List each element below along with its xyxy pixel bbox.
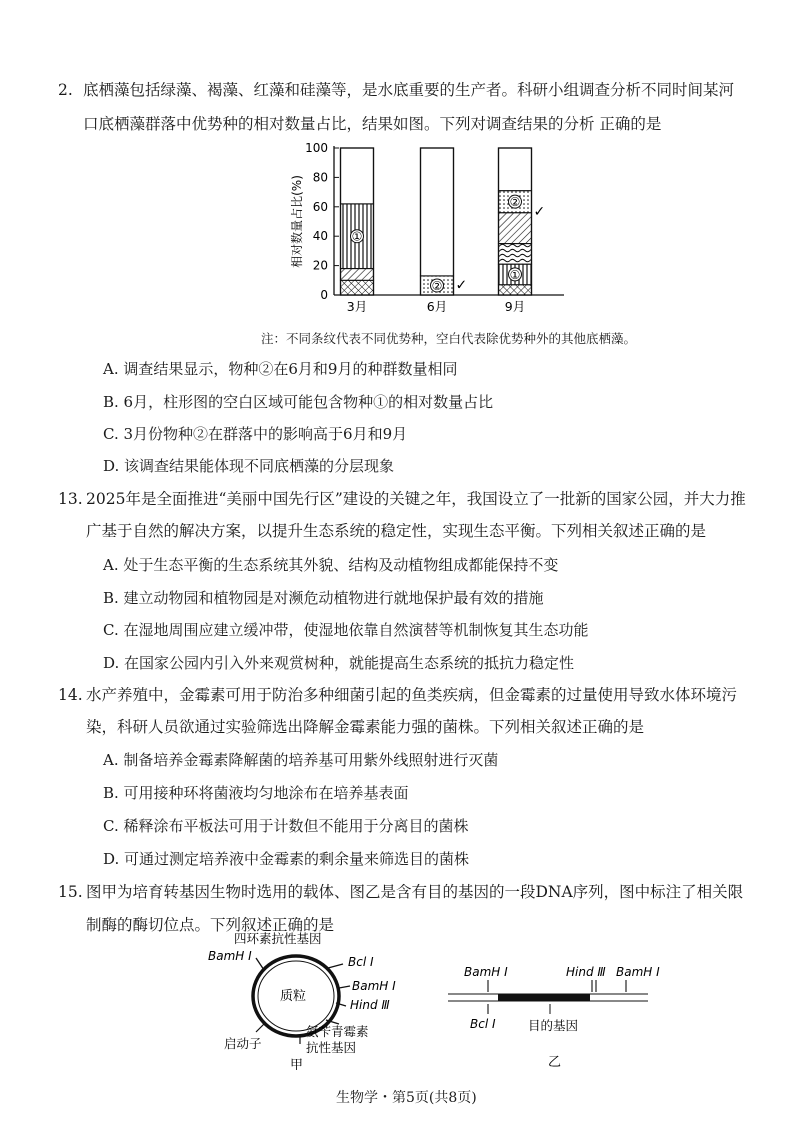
q13-number: 13.: [58, 490, 83, 508]
page-footer: 生物学・第5页(共8页): [336, 1090, 477, 1106]
q12-option-a: A. 调查结果显示，物种②在6月和9月的种群数量相同: [103, 360, 458, 378]
y-tick-label: 60: [312, 199, 328, 214]
bamh1-left-pointer: [256, 958, 264, 970]
dna-bamh1-left-label: BamH Ⅰ: [464, 965, 508, 979]
bar-segment: [421, 148, 454, 276]
bar-segment: [341, 269, 374, 281]
fig-yi-caption: 乙: [548, 1055, 562, 1070]
q14-stem-line2: 染，科研人员欲通过实验筛选出降解金霉素能力强的菌株。下列相关叙述正确的是: [86, 718, 645, 736]
bar-segment: [499, 213, 532, 244]
q12-option-d: D. 该调查结果能体现不同底栖藻的分层现象: [103, 457, 395, 475]
y-tick-label: 40: [312, 229, 328, 244]
q12-number: 2.: [58, 81, 73, 99]
y-tick-label: 20: [312, 258, 328, 273]
fig-jia-caption: 甲: [290, 1058, 304, 1070]
plasmid-diagram: [200, 930, 420, 1070]
q14-option-a: A. 制备培养金霉素降解菌的培养基可用紫外线照射进行灭菌: [103, 751, 499, 769]
y-tick-label: 100: [305, 141, 328, 155]
y-tick-label: 0: [320, 288, 328, 302]
segment-label: ①: [351, 229, 363, 244]
amp-gene-label-1: 氨苄青霉素: [306, 1024, 369, 1039]
dna-bamh1-right-label: BamH Ⅰ: [616, 965, 660, 979]
q12-option-c: C. 3月份物种②在群落中的影响高于6月和9月: [103, 425, 408, 443]
dna-segment-diagram: [440, 962, 660, 1074]
q12-chart-note: 注：不同条纹代表不同优势种，空白代表除优势种外的其他底栖藻。: [261, 331, 637, 346]
q13-stem-line1: 2025年是全面推进“美丽中国先行区”建设的关键之年，我国设立了一批新的国家公园，并大力推: [86, 490, 746, 508]
target-gene-label: 目的基因: [528, 1018, 579, 1033]
bar-segment: [499, 148, 532, 191]
y-axis-label: 相对数量占比(%): [290, 175, 304, 268]
bar-segment: [341, 148, 374, 204]
q15-stem-line1: 图甲为培育转基因生物时选用的载体、图乙是含有目的基因的一段DNA序列，图中标注了相关限: [86, 883, 744, 901]
bar-segment: [499, 244, 532, 265]
q13-option-d: D. 在国家公园内引入外来观赏树种，就能提高生态系统的抵抗力稳定性: [103, 654, 575, 672]
q12-stem-line1: 底栖藻包括绿藻、褐藻、红藻和硅藻等，是水底重要的生产者。科研小组调查分析不同时间某河: [83, 81, 735, 99]
q13-option-a: A. 处于生态平衡的生态系统其外貌、结构及动植物组成都能保持不变: [103, 556, 559, 574]
handwritten-mark: ✓: [533, 204, 546, 221]
bamh1-left-label: BamH Ⅰ: [208, 949, 252, 963]
plasmid-label: 质粒: [280, 989, 307, 1004]
amp-gene-label-2: 抗性基因: [306, 1040, 357, 1055]
segment-label: ②: [431, 278, 443, 293]
q13-option-c: C. 在湿地周围应建立缓冲带，使湿地依靠自然演替等机制恢复其生态功能: [103, 621, 589, 639]
tet-gene-label: 四环素抗性基因: [234, 931, 322, 946]
hind3-label: Hind Ⅲ: [350, 998, 390, 1012]
q14-option-b: B. 可用接种环将菌液均匀地涂布在培养基表面: [103, 784, 409, 802]
q14-stem-line1: 水产养殖中，金霉素可用于防治多种细菌引起的鱼类疾病，但金霉素的过量使用导致水体环境污: [86, 686, 738, 704]
x-tick-label: 6月: [426, 299, 448, 314]
q14-option-c: C. 稀释涂布平板法可用于计数但不能用于分离目的菌株: [103, 817, 469, 835]
x-tick-label: 3月: [346, 299, 368, 314]
y-tick-label: 80: [312, 170, 328, 185]
q13-option-b: B. 建立动物园和植物园是对濒危动植物进行就地保护最有效的措施: [103, 589, 544, 607]
dna-hind3-label: Hind Ⅲ: [566, 965, 606, 979]
promoter-label: 启动子: [224, 1036, 262, 1051]
stacked-bar-chart: [270, 138, 580, 320]
q14-option-d: D. 可通过测定培养液中金霉素的剩余量来筛选目的菌株: [103, 850, 470, 868]
bar-segment: [341, 280, 374, 295]
bcl1-label: Bcl Ⅰ: [348, 955, 374, 969]
handwritten-mark: ✓: [455, 277, 468, 294]
segment-label: ②: [509, 195, 521, 210]
x-tick-label: 9月: [504, 299, 526, 314]
q15-number: 15.: [58, 883, 83, 901]
q12-stem-line2: 口底栖藻群落中优势种的相对数量占比，结果如图。下列对调查结果的分析 正确的是: [83, 115, 662, 133]
q14-number: 14.: [58, 686, 83, 704]
target-gene-segment: [498, 994, 590, 1001]
q13-stem-line2: 广基于自然的解决方案，以提升生态系统的稳定性，实现生态平衡。下列相关叙述正确的是: [86, 522, 707, 540]
q12-option-b: B. 6月，柱形图的空白区域可能包含物种①的相对数量占比: [103, 393, 494, 411]
segment-label: ①: [509, 267, 521, 282]
dna-bcl1-label: Bcl Ⅰ: [470, 1017, 496, 1031]
bar-segment: [499, 285, 532, 295]
bamh1-right-label: BamH Ⅰ: [352, 979, 396, 993]
q15-stem-line2: 制酶的酶切位点。下列叙述正确的是: [86, 916, 335, 934]
